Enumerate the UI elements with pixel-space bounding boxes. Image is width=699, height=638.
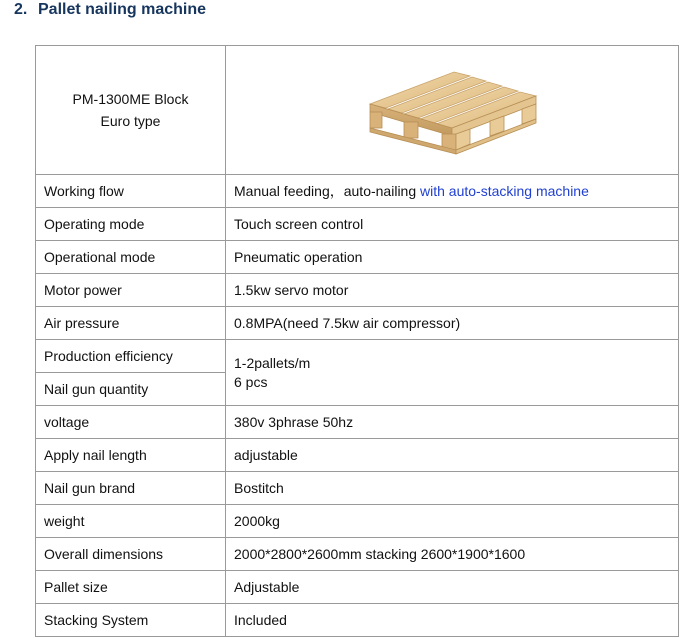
spec-value: 0.8MPA(need 7.5kw air compressor) (226, 307, 679, 340)
spec-label: voltage (36, 406, 226, 439)
spec-value: 2000kg (226, 505, 679, 538)
production-efficiency-value: 1-2pallets/m (234, 354, 311, 371)
spec-value: Adjustable (226, 571, 679, 604)
spec-value: adjustable (226, 439, 679, 472)
spec-value: Included (226, 604, 679, 637)
spec-label: Overall dimensions (36, 538, 226, 571)
working-flow-value: Manual feeding，auto-nailing (234, 182, 421, 199)
table-row (36, 307, 679, 340)
spec-label: Nail gun quantity (36, 373, 226, 406)
spec-label: Operating mode (36, 208, 226, 241)
spec-label: Operational mode (36, 241, 226, 274)
table-row (36, 406, 679, 439)
working-flow-highlight: with auto-stacking machine (420, 182, 589, 199)
spec-value (226, 175, 679, 208)
spec-label: Nail gun brand (36, 472, 226, 505)
spec-label: Production efficiency (36, 340, 226, 373)
table-row (36, 274, 679, 307)
table-row (36, 241, 679, 274)
table-row (36, 208, 679, 241)
table-row (36, 604, 679, 637)
model-cell (36, 46, 226, 175)
table-row (36, 175, 679, 208)
table-row (36, 439, 679, 472)
spec-label: Apply nail length (36, 439, 226, 472)
spec-value-merged (226, 340, 679, 406)
spec-value: Bostitch (226, 472, 679, 505)
spec-value: Touch screen control (226, 208, 679, 241)
spec-label: Motor power (36, 274, 226, 307)
pallet-image-cell (226, 46, 679, 175)
nail-gun-quantity-value: 6 pcs (234, 373, 268, 390)
model-name: PM-1300ME Block (72, 91, 189, 107)
spec-value: Pneumatic operation (226, 241, 679, 274)
spec-table (35, 45, 679, 637)
spec-value: 1.5kw servo motor (226, 274, 679, 307)
wooden-pallet-image (362, 64, 542, 156)
section-title: Pallet nailing machine (38, 1, 207, 18)
spec-label: Air pressure (36, 307, 226, 340)
section-number: 2. (14, 1, 28, 18)
model-row (36, 46, 679, 175)
model-type: Euro type (100, 113, 161, 129)
table-row (36, 340, 679, 373)
spec-value: 2000*2800*2600mm stacking 2600*1900*1600 (226, 538, 679, 571)
spec-table-container (35, 45, 678, 637)
spec-label: weight (36, 505, 226, 538)
spec-label: Stacking System (36, 604, 226, 637)
spec-label: Pallet size (36, 571, 226, 604)
section-heading (14, 0, 206, 20)
spec-label: Working flow (36, 175, 226, 208)
table-row (36, 538, 679, 571)
table-row (36, 472, 679, 505)
table-row (36, 571, 679, 604)
table-row (36, 505, 679, 538)
spec-value: 380v 3phrase 50hz (226, 406, 679, 439)
